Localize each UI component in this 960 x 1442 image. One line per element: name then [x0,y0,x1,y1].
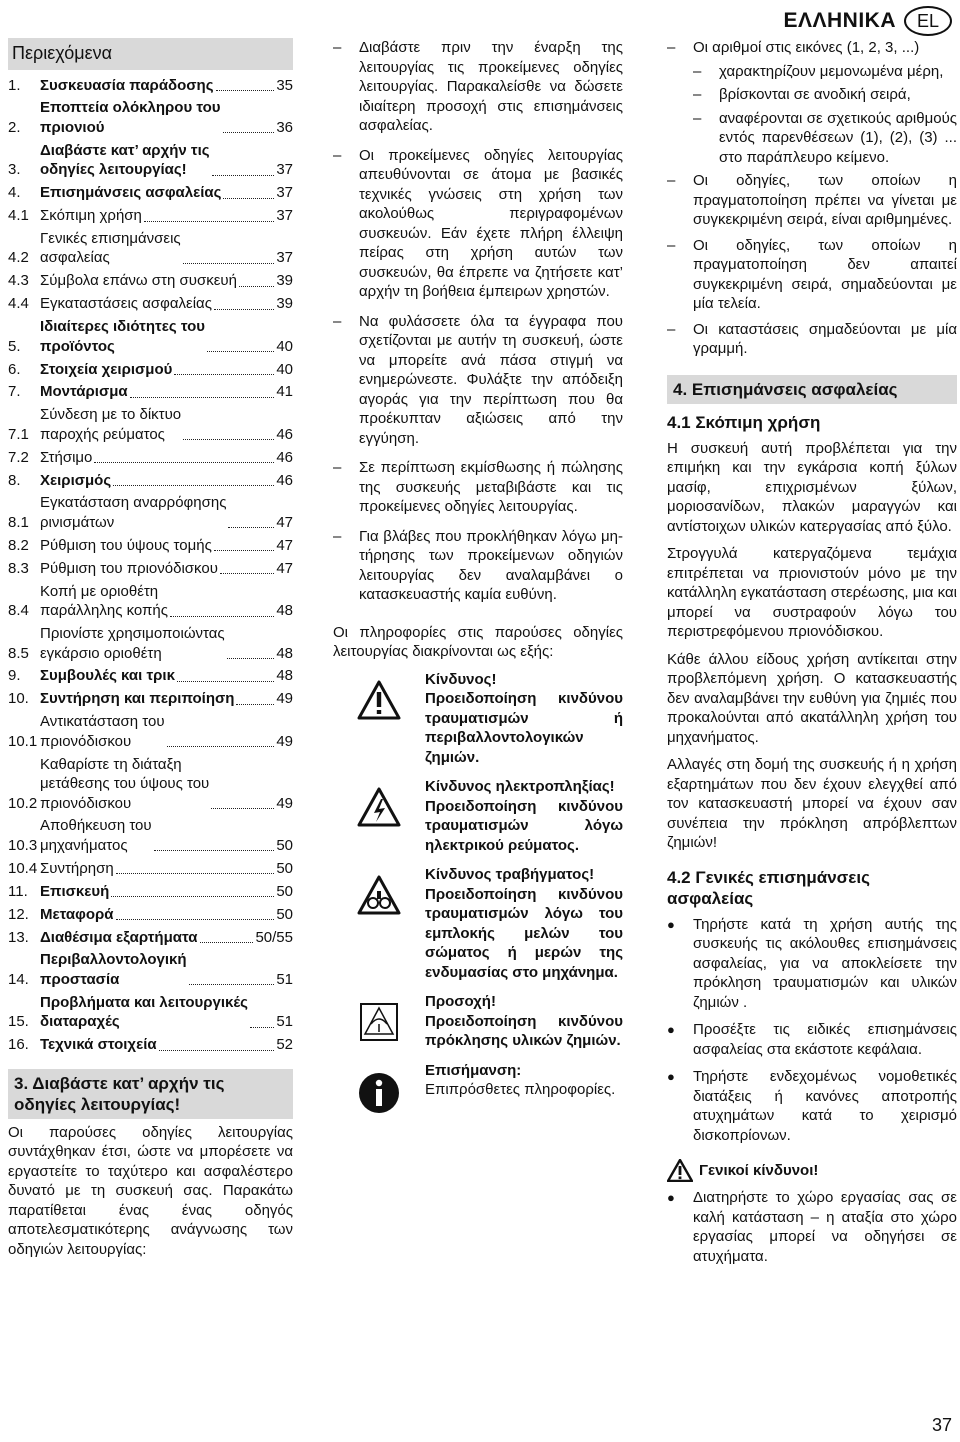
toc-item-number: 13. [8,928,29,946]
toc-item-page: 37 [276,184,293,202]
toc-item [8,1035,293,1055]
toc-dot-leader [94,462,274,463]
toc-item-page: 37 [276,249,293,267]
toc-item-title: Στήσιμο [40,448,93,466]
toc-dot-leader [116,919,275,920]
toc-item-number: 8.5 [8,644,29,662]
symbol-text [425,865,623,982]
symbol-entry [333,1061,623,1115]
toc-dot-leader [183,439,274,440]
toc-item-title-wrap [40,755,276,814]
symbol-description: Επιπρόσθετες πληροφορίες. [425,1081,616,1098]
dash-marker: – [667,39,676,56]
toc-item-page: 39 [276,295,293,313]
toc-item-number: 8.2 [8,536,29,554]
bullet-marker: ● [667,1069,675,1084]
dash-marker: – [667,236,676,254]
symbol-text [425,670,623,768]
toc-item-number: 4. [8,184,21,202]
toc-item-page: 48 [276,602,293,620]
toc-item-number: 8.1 [8,513,29,531]
dash-marker: – [333,39,342,56]
toc-item-number: 12. [8,905,29,923]
section-4-heading: 4. Επισημάνσεις ασφαλείας [667,375,957,404]
toc-item-number: 14. [8,970,29,988]
list-item-text: βρίσκονται σε ανοδική σειρά, [719,86,911,103]
toc-item-title-wrap [40,689,276,709]
toc-item-number: 10. [8,690,29,708]
toc-item-page: 40 [276,360,293,378]
toc-item-title: Καθαρίστε τη διάταξη μετάθεσης του ύψους του πριονόδισκου [40,755,210,812]
dash-marker: – [693,62,702,80]
toc-item-page: 47 [276,513,293,531]
toc-dot-leader [116,873,275,874]
toc-item [8,993,293,1032]
toc-item-title-wrap [40,666,276,686]
bullet-marker: ● [667,1190,675,1205]
entanglement-hazard-icon [333,865,425,982]
caution-square-icon [333,992,425,1051]
section-4-1-body [667,439,957,853]
toc-item-title: Συντήρηση και περιποίηση [40,690,235,708]
toc-item-page: 47 [276,559,293,577]
toc-item-title-wrap [40,559,276,579]
section-3-heading: 3. Διαβάστε κατ’ αρχήν τις οδηγίες λειτουργίας! [8,1069,293,1119]
toc-item-page: 51 [276,970,293,988]
language-badge: EL [904,6,952,36]
toc-item-title: Γενικές επισημάνσεις ασφαλείας [40,229,181,267]
bullet-text: Τηρήστε κατά τη χρήση αυτής της συσκευής τις ακόλουθες επισημάνσεις ασφαλείας, για να αποκλείσετε την πρόκληση τραυματισμών και υλικών ζημιών . [693,915,957,1011]
list-item-text: Διαβάστε πριν την έναρξη της λειτουργίας τις προκείμενες οδηγίες λειτουργίας. Παρακαλείσθε να δώσετε ιδιαίτερη προσοχή στις επισημάνσεις ασφαλείας. [359,39,623,134]
symbol-label: Προσοχή! Προειδοποίηση κινδύνου πρόκλησης υλικών ζημιών. [425,993,623,1049]
list-item [667,236,957,314]
toc-dot-leader [227,658,275,659]
toc-dot-leader [220,573,274,574]
toc-item-number: 8.3 [8,559,29,577]
toc-item [8,816,293,855]
toc-item-title-wrap [40,382,276,402]
toc-dot-leader [167,746,275,747]
list-item-text: Οι οδηγίες, των οποίων η πραγματοποίηση πρέπει να γίνεται με συγκεκριμένη σειρά, είναι αριθμημένες. [693,172,957,228]
toc-item [8,229,293,268]
bullet-item [667,1188,957,1266]
info-icon [333,1061,425,1115]
toc-dot-leader [239,286,274,287]
column-2 [333,38,623,1125]
symbol-entry [333,777,623,855]
toc-item-number: 7.1 [8,425,29,443]
dash-marker: – [693,109,702,127]
toc-item-number: 7.2 [8,448,29,466]
toc-item-page: 50 [276,882,293,900]
toc-item-title: Επισημάνσεις ασφαλείας [40,184,222,202]
toc-item-title: Μοντάρισμα [40,383,128,401]
list-item [333,458,623,517]
toc-item [8,471,293,491]
list-item [333,312,623,449]
list-item [333,527,623,605]
instruction-list [333,38,623,605]
toc-dot-leader [113,485,274,486]
list-item-text: Οι προκείμενες οδηγίες λειτουργίας απευθύνονται σε άτομα με βασικές τεχνικές γνώσεις στη χρήση των ακολούθως περιγραφομένων συσκευών. Εάν έχετε πλήρη έλλειψη πείρας στη χρήση αυτών των συσκευών, θα έπρεπε να ζητήσετε κατ’ αρχήν τη βοήθεια έμπειρων χρηστών. [359,146,623,300]
dash-marker: – [667,320,676,338]
toc-item-page: 50 [276,836,293,854]
toc-item-title-wrap [40,905,276,925]
toc-item-page: 48 [276,644,293,662]
list-item-text: αναφέρονται σε σχετικούς αριθμούς εντός παρενθέσεων (1), (2), (3) ... στο παράπλευρο κείμενο. [719,109,957,166]
toc-item-title-wrap [40,993,276,1032]
toc-item-title-wrap [40,98,276,137]
toc-item-title: Συσκευασία παράδοσης [40,76,214,94]
toc-item [8,859,293,879]
toc-item-number: 4.1 [8,207,29,225]
list-item [667,320,957,359]
toc-item-title: Σύμβολα επάνω στη συσκευή [40,272,237,290]
section-4-2-bullets [667,915,957,1146]
column-3 [667,38,957,1274]
toc-item [8,206,293,226]
toc-dot-leader [130,397,275,398]
toc-item-number: 10.3 [8,836,38,854]
bullet-marker: ● [667,916,675,932]
toc-dot-leader [216,90,275,91]
toc-item-number: 10.2 [8,794,38,812]
toc-item [8,317,293,356]
toc-item-number: 8. [8,471,21,489]
toc-dot-leader [223,132,275,133]
dash-marker: – [333,312,342,330]
paragraph: Αλλαγές στη δομή της συσκευής ή η χρήση εξαρτημάτων που δεν έχουν ελεγχθεί από τον κατασκευαστή μπορεί να έχουν σαν συνέπεια την πρόκληση απρόβλεπτων ζημιών! [667,756,957,851]
toc-item-number: 7. [8,383,21,401]
toc-item-page: 41 [276,383,293,401]
toc-item-page: 51 [276,1013,293,1031]
toc-item-page: 37 [276,161,293,179]
toc-item [8,536,293,556]
toc-item-title: Εγκατάσταση αναρρόφησης ρινισμάτων [40,494,227,531]
bullet-item [667,1020,957,1059]
dash-marker: – [333,146,342,164]
bullet-marker: ● [667,1022,675,1037]
paragraph: Η συσκευή αυτή προβλέπεται για την επιμήκη και την εγκάρσια κοπή ξύλων μασίφ, επιχρισμένων ξύλων, μοριοσανίδων, πλακών μαραγγών και αντίστοιχων υλικών κατεργασίας από ξύλο. [667,439,957,535]
section-4-1-heading: 4.1 Σκόπιμη χρήση [667,412,821,432]
paragraph: Στρογγυλά κατεργαζόμενα τεμάχια επιτρέπεται να πριονιστούν μόνο με την κατάλληλη εγκατάσταση στερέωσης, μια και μπορεί να συστραφούν λόγω του περιστρεφόμενου πριονόδισκου. [667,545,957,640]
toc-dot-leader [170,616,274,617]
list-item-text: Οι αριθμοί στις εικόνες (1, 2, 3, ...) [693,39,920,56]
toc-item-page: 39 [276,272,293,290]
toc-item-number: 11. [8,882,28,900]
toc-item-title-wrap [40,471,276,491]
toc-dot-leader [200,942,254,943]
toc-item-title-wrap [40,141,276,180]
toc-dot-leader [159,1050,275,1051]
symbol-label: Κίνδυνος τραβήγματος! Προειδοποίηση κινδύνου τραυματισμών λόγω του εμπλοκής μελών του σώματος ή μερών της ενδυμασίας στο μηχάνημα. [425,866,623,981]
toc-dot-leader [250,1027,274,1028]
bullet-text: Προσέξτε τις ειδικές επισημάνσεις ασφαλείας στα εκάστοτε κεφάλαια. [693,1021,957,1058]
toc-item-number: 6. [8,360,21,378]
column-1 [8,38,293,1267]
page-number: 37 [931,1415,952,1435]
toc-dot-leader [212,175,275,176]
toc-item-page: 50 [276,905,293,923]
symbol-text [425,992,623,1051]
toc-item-title: Πριονίστε χρησιμοποιώντας εγκάρσιο οριοθέτη [40,625,225,662]
toc-item-page: 37 [276,207,293,225]
toc-item-title-wrap [40,582,276,621]
toc-item-number: 8.4 [8,602,29,620]
toc-item [8,405,293,444]
toc-item [8,493,293,532]
toc-dot-leader [236,704,274,705]
list-item-text: χαρακτηρίζουν μεμονωμένα μέρη, [719,62,944,80]
toc-item-title-wrap [40,448,276,468]
toc-item-page: 46 [276,425,293,443]
toc-item-title-wrap [40,206,276,226]
list-item [667,38,957,58]
toc-dot-leader [174,374,274,375]
dash-marker: – [693,86,702,103]
toc-item [8,382,293,402]
paragraph: Κάθε άλλου είδους χρήση αντίκειται στην προβλεπόμενη χρήση. Ο κατασκευαστής δεν αναλαμβάνει την ευθύνη για ζημιές που προκαλούνται από ακατάλληλη χρήση του μηχανήματος. [667,650,957,746]
toc-item-title-wrap [40,859,276,879]
symbol-text [425,1061,623,1115]
toc-item-page: 50 [276,859,293,877]
list-item [333,38,623,136]
page-header [783,6,952,36]
toc-item-title: Συντήρηση [40,859,114,877]
toc-dot-leader [144,221,274,222]
toc-item-title-wrap [40,405,276,444]
toc-item-title-wrap [40,271,276,291]
toc-item-title: Ιδιαίτερες ιδιότητες του προϊόντος [40,318,205,355]
bullet-text: Διατηρήστε το χώρο εργασίας σας σε καλή κατάσταση – η αταξία στο χώρο εργασίας μπορεί να οδηγήσει σε ατυχήματα. [693,1189,957,1265]
toc-item-number: 5. [8,337,21,355]
toc-item-title: Εγκαταστάσεις ασφαλείας [40,295,212,313]
toc-item-title-wrap [40,76,276,96]
toc-item-title: Διαβάστε κατ’ αρχήν τις οδηγίες λειτουργίας! [40,141,210,179]
toc-item [8,559,293,579]
toc-item-title: Στοιχεία χειρισμού [40,360,173,378]
toc-item [8,294,293,314]
symbol-label: Επισήμανση: [425,1061,522,1079]
toc-item-title-wrap [40,360,276,380]
list-item [333,146,623,302]
toc-item-page: 48 [276,667,293,685]
symbol-label: Κίνδυνος ηλεκτροπληξίας! Προειδοποίηση κινδύνου τραυματισμών λόγω ηλεκτρικού ρεύματος. [425,778,623,854]
sub-list-item [667,62,957,82]
toc-dot-leader [177,681,274,682]
list-item [667,171,957,230]
toc-item-title-wrap [40,493,276,532]
toc-list [8,76,293,1055]
symbol-label: Κίνδυνος! Προειδοποίηση κινδύνου τραυματισμών ή περιβαλλοντολογικών ζημιών. [425,670,623,766]
toc-item-number: 16. [8,1036,29,1054]
toc-item-title-wrap [40,624,276,663]
toc-item-title: Σύνδεση με το δίκτυο παροχής ρεύματος [40,406,182,443]
section-3-intro: Οι παρούσες οδηγίες λειτουργίας συντάχθηκαν έτσι, ώστε να μπορέσετε να εργαστείτε το ταχύτερο και ασφαλέστερο δυνατό με τη συσκευή σας. Παρακάτω παρατίθεται ένας ένας οδηγός αποτελεσματικότερης ανάγνωσης των οδηγιών λειτουργίας: [8,1123,293,1258]
toc-item-title-wrap [40,712,276,751]
toc-item [8,755,293,814]
bullet-item [667,1067,957,1145]
toc-item-page: 46 [276,471,293,489]
electric-hazard-icon [333,777,425,855]
warning-triangle-icon [667,1159,693,1182]
toc-item [8,666,293,686]
toc-item [8,689,293,709]
general-danger-line [667,1159,957,1182]
symbol-entry [333,865,623,982]
toc-item-title: Συμβουλές και τρικ [40,667,175,685]
toc-item [8,905,293,925]
toc-item-title-wrap [40,183,276,203]
general-danger-bullets [667,1188,957,1266]
toc-dot-leader [214,309,274,310]
dash-marker: – [333,459,342,476]
toc-item-number: 10.1 [8,732,38,750]
toc-item [8,141,293,180]
toc-dot-leader [214,550,274,551]
toc-item-title: Αντικατάσταση του πριονόδισκου [40,713,165,750]
toc-item-page: 36 [276,118,293,136]
toc-item-title-wrap [40,536,276,556]
toc-item-title: Κοπή με οριοθέτη παράλληλης κοπής [40,582,168,620]
symbol-list [333,670,623,1115]
toc-item-page: 49 [276,732,293,750]
toc-item-title: Εποπτεία ολόκληρου του πριονιού [40,99,221,136]
toc-dot-leader [207,351,274,352]
toc-item-title: Αποθήκευση του μηχανήματος [40,817,152,854]
toc-item-page: 40 [276,337,293,355]
toc-dot-leader [211,808,274,809]
bullet-text: Τηρήστε ενδεχομένως νομοθετικές διατάξεις ή κανόνες αποτροπής ατυχημάτων κατά το χειρισμό δισκοπρίονων. [693,1068,957,1144]
toc-item-number: 4.4 [8,295,29,313]
toc-item-title: Επισκευή [40,882,110,900]
toc-item-page: 49 [276,794,293,812]
toc-item-title: Ρύθμιση του πριονόδισκου [40,559,218,577]
toc-item-number: 4.2 [8,249,29,267]
sub-list-item [667,85,957,105]
toc-item-number: 10.4 [8,859,38,877]
toc-item-page: 47 [276,536,293,554]
toc-item-number: 1. [8,76,21,94]
symbol-entry [333,670,623,768]
toc-dot-leader [111,896,274,897]
general-danger-label: Γενικοί κίνδυνοι! [699,1161,819,1179]
dash-marker: – [333,527,342,545]
section-4-2-heading: 4.2 Γενικές επισημάνσεις ασφαλείας [667,867,870,908]
numbering-list [667,38,957,359]
toc-item-page: 49 [276,690,293,708]
toc-item-number: 9. [8,667,21,685]
toc-item [8,582,293,621]
toc-item-page: 35 [276,76,293,94]
symbols-intro: Οι πληροφορίες στις παρούσες οδηγίες λειτουργίας διακρίνονται ως εξής: [333,623,623,660]
warning-triangle-icon [333,670,425,768]
list-item-text: Οι οδηγίες, των οποίων η πραγματοποίηση δεν απαιτεί συγκεκριμένη σειρά, σημαδεύονται με μία τελεία. [693,236,957,312]
toc-item-page: 52 [276,1036,293,1054]
toc-item [8,882,293,902]
toc-heading: Περιεχόμενα [8,38,293,70]
toc-dot-leader [189,984,275,985]
toc-item-title: Χειρισμός [40,471,112,489]
toc-item-number: 15. [8,1013,29,1031]
toc-item-number: 2. [8,118,21,136]
toc-item-title: Ρύθμιση του ύψους τομής [40,536,212,554]
toc-dot-leader [183,263,275,264]
toc-item-title-wrap [40,816,276,855]
toc-item-number: 4.3 [8,272,29,290]
dash-marker: – [667,172,676,189]
sub-list-item [667,109,957,168]
toc-item [8,928,293,948]
bullet-item [667,915,957,1013]
toc-item-title-wrap [40,928,255,948]
toc-item [8,448,293,468]
toc-dot-leader [228,527,274,528]
toc-item [8,712,293,751]
toc-item-title-wrap [40,229,276,268]
toc-item-page: 46 [276,448,293,466]
toc-item [8,950,293,989]
toc-item [8,183,293,203]
toc-item-title: Περιβαλλοντολογική προστασία [40,951,187,988]
list-item-text: Για βλάβες που προκλήθηκαν λόγω μη-τήρησης των προκείμενων οδηγιών λειτουργίας δεν αναλαμβάνει ο κατασκευαστής καμία ευθύνη. [359,527,623,603]
toc-item-title-wrap [40,1035,276,1055]
toc-item-title-wrap [40,294,276,314]
toc-item-page: 50/55 [255,928,293,946]
list-item-text: Οι καταστάσεις σημαδεύονται με μία γραμμή. [693,320,957,357]
toc-dot-leader [154,850,275,851]
toc-item-title: Μεταφορά [40,905,114,923]
toc-item-title-wrap [40,317,276,356]
toc-dot-leader [223,198,274,199]
symbol-text [425,777,623,855]
list-item-text: Να φυλάσσετε όλα τα έγγραφα που σχετίζονται με αυτήν τη συσκευή, ώστε να μπορείτε ανά πάσα στιγμή να ενημερώνεστε. Φυλάξτε την απόδειξη αγοράς για την περίπτωση που θα προέκυπταν αξιώσεις από την εγγύηση. [359,312,623,447]
symbol-entry [333,992,623,1051]
toc-item-title: Τεχνικά στοιχεία [40,1036,157,1054]
toc-item-title: Προβλήματα και λειτουργικές διαταραχές [40,993,248,1031]
toc-item [8,360,293,380]
toc-item [8,98,293,137]
toc-item-title-wrap [40,882,276,902]
list-item-text: Σε περίπτωση εκμίσθωσης ή πώλησης της συσκευής μεταβιβάστε και τις προκείμενες οδηγίες λειτουργίας. [359,459,623,515]
toc-item-title: Διαθέσιμα εξαρτήματα [40,928,198,946]
language-title: ΕΛΛΗΝΙΚΑ [783,9,896,32]
toc-item-title: Σκόπιμη χρήση [40,207,142,225]
toc-item-number: 3. [8,161,21,179]
toc-item [8,271,293,291]
toc-item-title-wrap [40,950,276,989]
toc-item [8,76,293,96]
toc-item [8,624,293,663]
